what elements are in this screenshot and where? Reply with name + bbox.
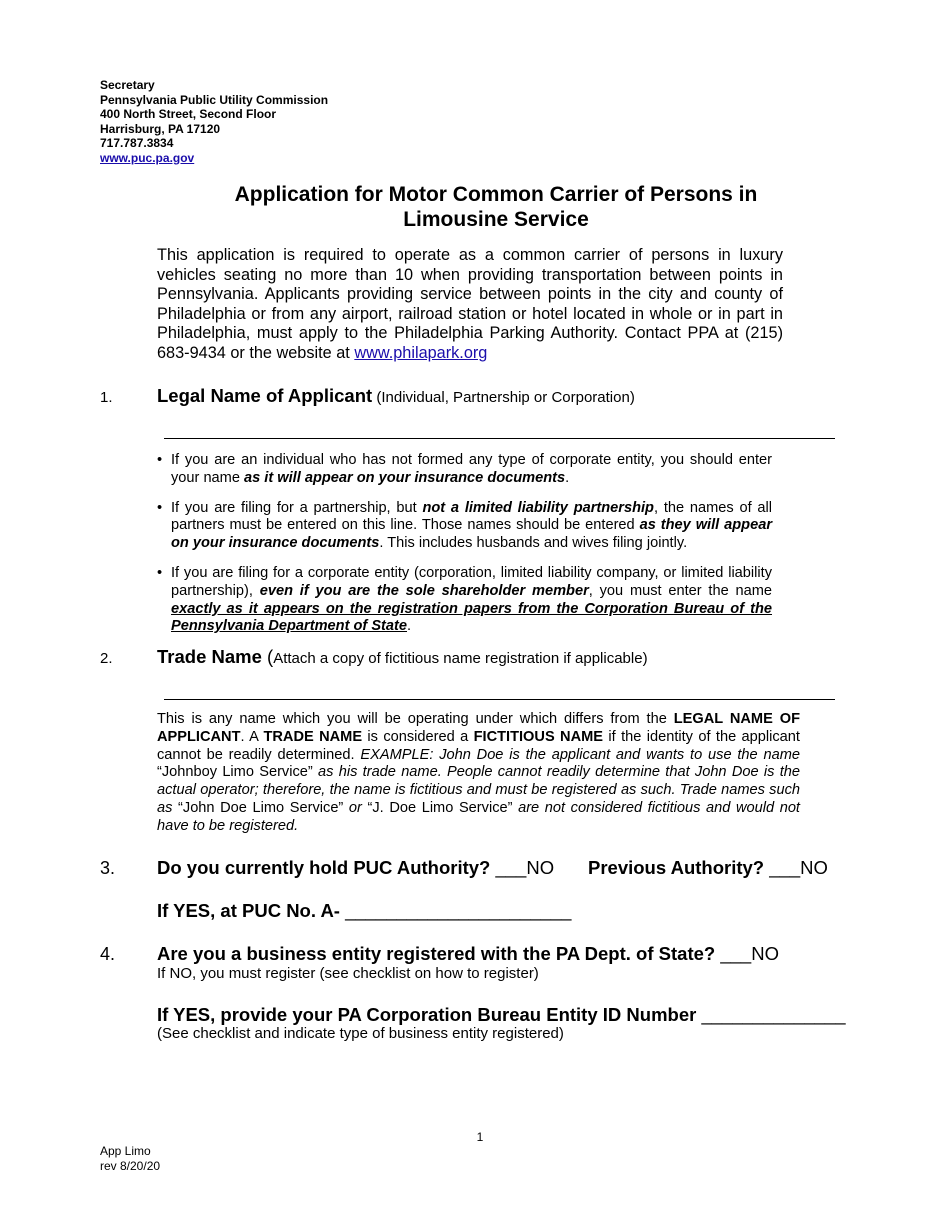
q4-answer-field[interactable]: ___NO [715, 943, 779, 964]
para-italic: as his trade name. People cannot readily determine that John Doe is the actual operator; therefore, the name is fictitious and must be registered as such. Trade names such as [157, 764, 800, 816]
bullet-text: . [565, 469, 570, 486]
bullet-emphasis: as they will appear on your insurance documents [171, 517, 772, 552]
title-line-2: Limousine Service [403, 208, 589, 231]
bullet-text: . This includes husbands and wives filing jointly. [379, 535, 688, 552]
address-line-city: Harrisburg, PA 17120 [100, 121, 221, 136]
q2-heading [157, 646, 648, 668]
address-line-commission: Pennsylvania Public Utility Commission [100, 92, 329, 107]
bullet-emphasis: not a limited liability partnership [422, 499, 654, 516]
page-number: 1 [476, 1130, 484, 1144]
q3-ifyes-label: If YES, at PUC No. A- [157, 900, 346, 921]
bullet-text: If you are filing for a partnership, but [171, 499, 423, 516]
para-text: is considered a [362, 728, 474, 745]
q2-number: 2. [100, 650, 113, 667]
q3-number: 3. [100, 858, 116, 878]
para-text: if the identity of the applicant cannot be readily determined. [157, 728, 800, 763]
q3-previous-authority [588, 857, 828, 879]
q2-heading-sub: Attach a copy of fictitious name registration if applicable) [273, 650, 648, 667]
para-text: . A [240, 728, 264, 745]
bullet-emphasis-underlined: exactly as it appears on the registration papers from the Corporation Bureau of the Pennsylvania Department of State [171, 600, 772, 635]
bullet-text: , you must enter the name [588, 582, 773, 599]
q4-question: Are you a business entity registered with the PA Dept. of State? [157, 943, 716, 964]
para-italic: EXAMPLE: John Doe is the applicant and wants to use the name [360, 746, 800, 763]
legal-name-line[interactable] [164, 438, 835, 439]
philapark-link[interactable]: www.philapark.org [354, 343, 488, 362]
para-italic: or [343, 799, 368, 816]
q3-puc-number [157, 900, 571, 922]
intro-text: This application is required to operate as a common carrier of persons in luxury vehicles seating no more than 10 when providing transportation between points in Pennsylvania. Applicants providing service between points in the city and county of Philadelphia or from any airport, railroad station or hotel located in whole or in part in Philadelphia, must apply to the Philadelphia Parking Authority. Contact PPA at (215) 683-9434 or the website at [157, 246, 783, 362]
q4-ifyes-label: If YES, provide your PA Corporation Bureau Entity ID Number [157, 1004, 702, 1025]
bullet-text: . [407, 618, 412, 635]
q4-number: 4. [100, 944, 116, 964]
puc-number-field[interactable]: ______________________ [345, 900, 572, 921]
para-bold: TRADE NAME [263, 728, 363, 745]
para-text: This is any name which you will be operating under which differs from the [157, 711, 674, 727]
q2-heading-paren: ( [261, 646, 274, 667]
address-line-secretary: Secretary [100, 78, 155, 92]
footer [100, 1144, 160, 1174]
bullet-dot: • [157, 564, 163, 581]
q3-answer-field[interactable]: ___NO [490, 857, 555, 878]
bullet-text: If you are filing for a corporate entity (corporation, limited liability company, or limited liability partnership), [171, 564, 772, 599]
trade-name-explanation [157, 711, 800, 836]
commission-address [100, 78, 328, 165]
list-item [157, 452, 772, 488]
para-quote: “John Doe Limo Service” [178, 799, 344, 816]
q3-question: Do you currently hold PUC Authority? [157, 857, 491, 878]
list-item [157, 500, 772, 553]
bullet-dot: • [157, 499, 163, 516]
q1-number: 1. [100, 389, 113, 406]
q3-answer-field-2[interactable]: ___NO [764, 857, 828, 878]
q1-heading-sub: (Individual, Partnership or Corporation) [372, 389, 635, 406]
footer-revision: rev 8/20/20 [100, 1159, 161, 1173]
bullet-text: If you are an individual who has not formed any type of corporate entity, you should enter your name [171, 452, 772, 486]
title-line-1: Application for Motor Common Carrier of Persons in [234, 183, 758, 206]
bullet-emphasis: as it will appear on your insurance documents [244, 469, 566, 486]
q4-entity-id [157, 1004, 846, 1026]
para-bold: LEGAL NAME OF APPLICANT [157, 711, 800, 745]
q2-heading-text: Trade Name [157, 646, 262, 667]
list-item [157, 565, 772, 636]
bullet-emphasis: even if you are the sole shareholder member [259, 582, 589, 599]
page-title [150, 182, 842, 232]
q3-current-authority [157, 857, 554, 879]
q1-bullet-list [157, 452, 772, 648]
q4-registered [157, 943, 779, 965]
puc-website-link[interactable]: www.puc.pa.gov [100, 150, 195, 165]
entity-id-field[interactable]: ______________ [701, 1004, 846, 1025]
bullet-text: , the names of all partners must be entered on this line. Those names should be entered [171, 499, 773, 534]
q1-heading-text: Legal Name of Applicant [157, 385, 373, 406]
para-quote: “Johnboy Limo Service” [157, 764, 313, 781]
para-quote: “J. Doe Limo Service” [367, 799, 513, 816]
q4-note: If NO, you must register (see checklist on how to register) [157, 965, 539, 982]
trade-name-line[interactable] [164, 699, 835, 700]
intro-paragraph [157, 246, 783, 364]
bullet-dot: • [157, 452, 163, 468]
address-phone: 717.787.3834 [100, 136, 174, 150]
address-line-street: 400 North Street, Second Floor [100, 107, 277, 121]
q4-note-2: (See checklist and indicate type of business entity registered) [157, 1025, 564, 1042]
para-italic: are not considered fictitious and would not have to be registered. [157, 799, 800, 834]
q1-heading [157, 385, 635, 407]
q3-question-2: Previous Authority? [588, 857, 765, 878]
para-bold: FICTITIOUS NAME [473, 728, 604, 745]
footer-form-name: App Limo [100, 1144, 151, 1158]
